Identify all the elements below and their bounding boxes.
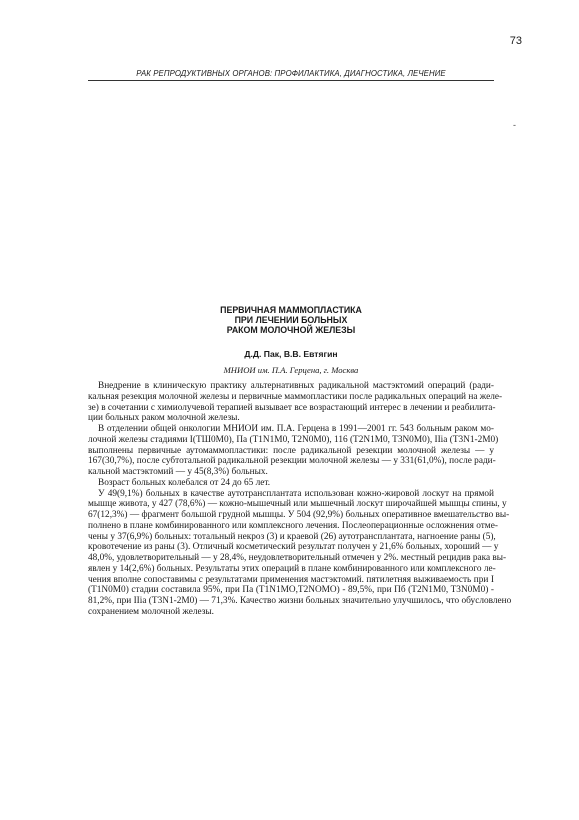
title-line-3: РАКОМ МОЛОЧНОЙ ЖЕЛЕЗЫ	[226, 325, 356, 336]
text-line: кровотечение из раны (3). Отличный косметический результат получен у 21,6% больных, хороший — у	[88, 542, 499, 553]
text-line: чены у 37(6,9%) больных: тотальный некроз (3) и краевой (26) аутотрансплантата, нагноение раны (5),	[88, 531, 496, 542]
text-line: Внедрение в клиническую практику альтернативных радикальной мастэктомий операций (ради-	[98, 381, 494, 391]
title-line-2: ПРИ ЛЕЧЕНИИ БОЛЬНЫХ	[234, 315, 348, 326]
article-body	[88, 381, 512, 618]
text-line: 48,0%, удовлетворительный — у 28,4%, неудовлетворительный отмечен у 2%. местный рецидив рака вы-	[88, 553, 507, 563]
text-line: чения вполне сопоставимы с результатами применения мастэктомий. пятилетняя выживаемость при I	[88, 574, 494, 585]
text-line: полнено в плане комбинированного или комплексного лечения. Послеоперационные осложнения отме-	[88, 520, 498, 531]
text-line: В отделении общей онкологии МНИОИ им. П.А. Герцена в 1991—2001 гг. 543 больным раком мо-	[98, 424, 494, 434]
page-number: 73	[509, 35, 522, 47]
text-line: кальная резекция молочной железы и первичные маммопластики после радикальных операций на желе-	[88, 391, 503, 402]
text-line: кальной мастэктомий — у 45(8,3%) больных.	[88, 467, 268, 477]
paragraph-1	[88, 381, 503, 424]
text-line: 67(12,3%) — фрагмент большой грудной мышцы. У 504 (92,9%) больных оперативное вмешательство вы-	[88, 510, 510, 520]
text-line: У 49(9,1%) больных в качестве аутотрансплантата использован кожно-жировой лоскут на прямой	[98, 488, 494, 499]
text-line: ции больных раком молочной железы.	[88, 413, 240, 424]
text-line: сохранением молочной железы.	[88, 606, 214, 617]
article-title	[88, 305, 494, 336]
title-line-1: ПЕРВИЧНАЯ МАММОПЛАСТИКА	[220, 305, 362, 315]
text-line: лочной железы стадиями I(ТШ0М0), Па (T1N1M0, T2N0M0), 116 (T2N1M0, T3N0M0), IIia (T3N1-2M0)	[88, 434, 499, 445]
text-line: зе) в сочетании с химиолучевой терапией вызывает все возрастающий интерес в лечении и реабилита-	[88, 402, 496, 413]
text-line: Возраст больных колебался от 24 до 65 лет.	[98, 477, 271, 488]
authors: Д.Д. Пак, В.В. Евтягин	[244, 349, 338, 359]
dash-mark: -	[513, 120, 516, 130]
paragraph-4	[88, 488, 512, 618]
paragraph-2	[88, 424, 499, 478]
affiliation: МНИОИ им. П.А. Герцена, г. Москва	[223, 365, 359, 375]
text-line: 81,2%, при IIia (T3N1-2M0) — 71,3%. Качество жизни больных значительно улучшилось, что обусловлено	[88, 596, 512, 606]
text-line: явлен у 14(2,6%) больных. Результаты этих операций в плане комбинированного или комплексного ле-	[88, 563, 496, 574]
running-header: РАК РЕПРОДУКТИВНЫХ ОРГАНОВ: ПРОФИЛАКТИКА, ДИАГНОСТИКА, ЛЕЧЕНИЕ	[136, 69, 446, 78]
header-rule	[88, 80, 494, 81]
text-line: (T1N0M0) стадии составила 95%, при Па (T1N1МО,Т2NОМО) - 89,5%, при Пб (T2N1M0, T3N0M0) -	[88, 585, 494, 596]
text-line: мышце живота, у 427 (78,6%) — кожно-мышечный или мышечный лоскут широчайшей мышцы спины, у	[88, 499, 507, 510]
text-line: выполнены первичные аутомаммопластики: после радикальной резекции молочной железы — у	[88, 445, 494, 456]
paragraph-3	[88, 478, 494, 489]
text-line: 167(30,7%), после субтотальной радикальной резекции молочной железы — у 331(61,0%), после ради-	[88, 456, 496, 467]
